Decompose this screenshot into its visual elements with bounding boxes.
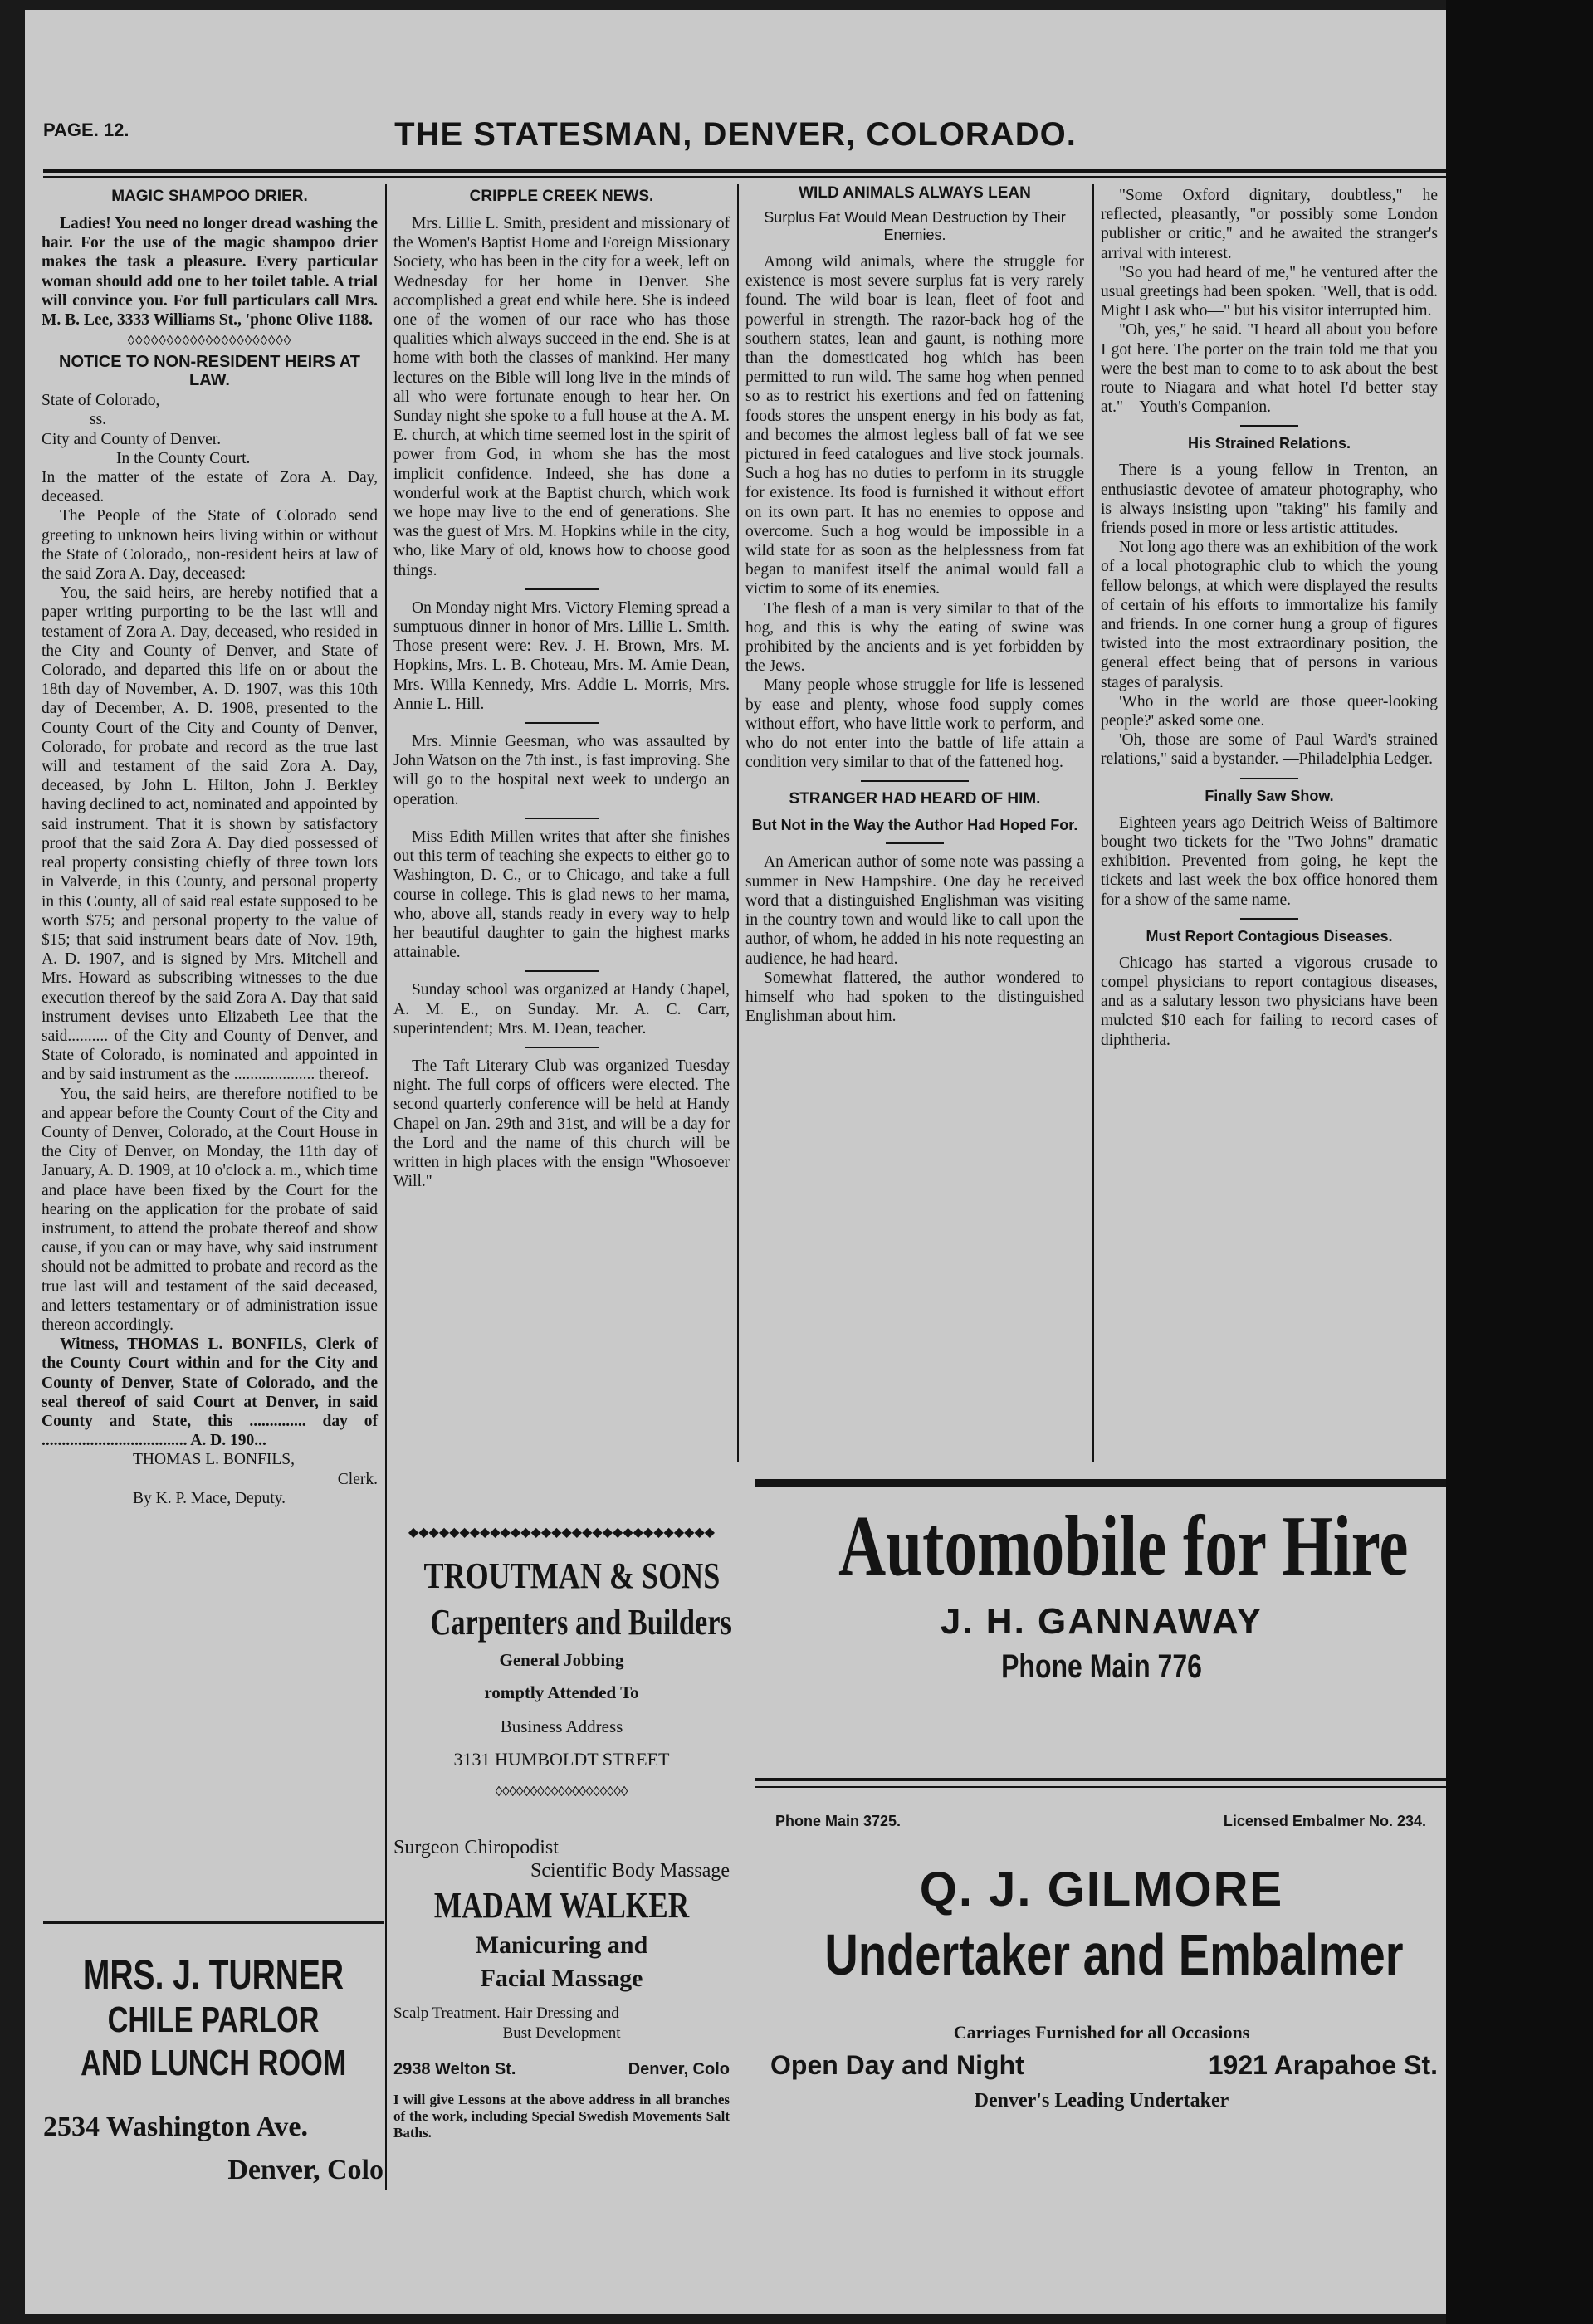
walker-line6: Bust Development [502,2024,621,2042]
item-rule [525,588,599,590]
notice-state: State of Colorado, [42,392,160,410]
walker-line3: Manicuring and [475,1931,648,1959]
walker-line4: Facial Massage [480,1965,643,1992]
ornament-divider: ◆◆◆◆◆◆◆◆◆◆◆◆◆◆◆◆◆◆◆◆◆◆◆◆◆◆◆◆◆◆ [408,1526,716,1540]
notice-signature: THOMAS L. BONFILS, [133,1451,296,1469]
troutman-name: TROUTMAN & SONS [423,1555,721,1596]
report-heading: Must Report Contagious Diseases. [1146,927,1393,945]
walker-line1: Surgeon Chiropodist [393,1837,559,1858]
gilmore-carriages: Carriages Furnished for all Occasions [953,2022,1250,2043]
troutman-address: 3131 HUMBOLDT STREET [453,1749,670,1770]
walker-address-row [393,2060,730,2085]
item-rule [525,970,599,972]
article-paragraph: "So you had heard of me," he ventured after the usual greetings had been spoken. "Well, that is odd. Might I ask who—" but his visitor interrupted him. [1101,263,1438,320]
ornament-divider: ◊◊◊◊◊◊◊◊◊◊◊◊◊◊◊◊◊◊◊◊◊ [127,333,292,349]
news-item: Sunday school was organized at Handy Chapel, A. M. E., on Sunday. Mr. A. C. Carr, superintendent; Mrs. M. Dean, teacher. [393,981,730,1038]
stranger-heading: STRANGER HAD HEARD OF HIM. [789,790,1041,808]
troutman-trade: Carpenters and Builders [430,1602,731,1643]
news-item: The Taft Literary Club was organized Tuesday night. The full corps of officers were elected. The second quarterly conference will be held at Handy Chapel on Jan. 29th and 31st, and will be a day for the Lord and the name of this church will be written in high places with the ensign "Whosoever Will." [393,1057,730,1191]
gilmore-license: Licensed Embalmer No. 234. [1223,1813,1426,1829]
walker-city: Denver, Colo [628,2060,730,2078]
walker-line5: Scalp Treatment. Hair Dressing and [393,2004,619,2022]
article-paragraph: Not long ago there was an exhibition of the work of a local photographic club to which the young fellow belongs, at which were displayed the results of certain of his efforts to immortalize his family and friends. In one corner hung a group of figures twisted into the most extraordinary position, the general effect being that of persons in various stages of paralysis. [1101,539,1438,691]
article-paragraph: There is a young fellow in Trenton, an enthusiastic devotee of amateur photography, who is always insisting upon "taking" his family and friends posed in more or less artistic attitudes. [1101,461,1438,538]
item-rule [861,780,969,782]
automobile-headline: Automobile for Hire [838,1498,1409,1594]
page-number: PAGE. 12. [43,120,129,140]
turner-ad [43,1950,384,2186]
article-paragraph: Among wild animals, where the struggle for existence is most severe surplus fat is very rarely found. The wild boar is lean, fleet of foot and powerful in strength. The razor-back hog of the southern states, lean and gaunt, is nothing more than the domesticated hog which has been permitted to run wild. The same hog when penned so as to restrict his exertions and fed on fattening foods stores the unspent energy in his body as fat, and becomes the almost legless ball of fat we see pictured in feed catalogues and live stock journals. Such a hog has no duties to perform in its struggle for existence. Its food is furnished it without effort on its own part. It has no enemies to oppose and overcome. Such a hog would be impossible in a wild state for as soon as the helplessness from fat began to manifest itself the animal would fall a victim to some of its enemies. [745,253,1084,598]
turner-name: MRS. J. TURNER [82,1951,344,1998]
item-rule [1240,918,1298,920]
masthead-title: THE STATESMAN, DENVER, COLORADO. [394,116,1077,153]
scan-edge [1446,0,1593,2324]
automobile-ad [755,1496,1446,1688]
notice-heading: NOTICE TO NON-RESIDENT HEIRS AT LAW. [59,353,360,390]
article-paragraph: "Oh, yes," he said. "I heard all about you before I got here. The porter on the train told me that you were the best man to come to to ask about the best route to Niagara and what hotel I'd better stay at."—Youth's Companion. [1101,321,1438,417]
troutman-line2: romptly Attended To [484,1682,639,1702]
item-rule [525,818,599,819]
troutman-line3: Business Address [500,1716,623,1736]
news-item: Miss Edith Millen writes that after she finishes out this term of teaching she expects to either go to Washington, D. C., or to Chicago, and take a full course in college. This is glad news to her mama, who, above all, stands ready in every way to help her beautiful daughter to gain the highest marks attainable. [393,828,730,962]
notice-paragraph: You, the said heirs, are hereby notified that a paper writing purporting to be the last will and testament of Zora A. Day, deceased, who resided in the City and County of Denver, and State of Colorado, and departed this life on or about the 18th day of November, A. D. 1907, was this 10th day of December, A. D. 1908, presented to the County Court of the City and County of Denver, Colorado, for probate and record as the true last will and testament of the said Zora A. Day, deceased, by John L. Hilton, John J. Berkley having declined to act, nominated and appointed by said instrument. That it is shown by satisfactory proof that the said Zora A. Day died possessed of real property consisting chiefly of three town lots in Valverde, in this County, and personal property in this County, all of said real estate supposed to be worth $75; and personal property to the value of $15; that said instrument bears date of Nov. 19th, A. D. 1907, and is signed by Mrs. Mitchell and Mrs. Howard as subscribing witnesses to the due execution thereof by the said Zora A. Day that said instrument devises unto Elizabeth Lee that the said.......... of the City and County of Denver, and State of Colorado, is nominated and appointed in and by said instrument as the .................... thereof. [42,584,378,1084]
column-4 [1101,186,1438,1050]
notice-ss: ss. [90,411,107,429]
gilmore-hours-row [755,2050,1446,2083]
article-paragraph: Many people whose struggle for life is lessened by ease and plenty, whose food supply comes without effort, who have little work to perform, and who do not enter into the battle of life attain a condition very similar to that of the fattened hog. [745,676,1084,772]
article-paragraph: "Some Oxford dignitary, doubtless," he reflected, pleasantly, "or possibly some London publisher or critic," and he awaited the stranger's arrival with interest. [1101,187,1438,262]
show-heading: Finally Saw Show. [1205,787,1334,804]
shampoo-heading: MAGIC SHAMPOO DRIER. [111,188,308,205]
article-paragraph: Eighteen years ago Deitrich Weiss of Baltimore bought two tickets for the "Two Johns" dramatic exhibition. Prevented from going, he kept the tickets and last week the box office honored them for a show of the same name. [1101,813,1438,909]
turner-city: Denver, Colo [227,2155,384,2185]
ad-rule [43,1921,384,1924]
article-paragraph: 'Who in the world are those queer-looking people?' asked some one. [1101,692,1438,730]
news-item: Mrs. Minnie Geesman, who was assaulted by John Watson on the 7th inst., is fast improving. She will go to the hospital next week to undergo an operation. [393,733,730,808]
automobile-name: J. H. GANNAWAY [940,1601,1263,1642]
column-divider-3 [1092,184,1094,1462]
gilmore-name: Q. J. GILMORE [919,1863,1284,1916]
notice-paragraph: The People of the State of Colorado send greeting to unknown heirs living within or without the State of Colorado,, non-resident heirs at law of the said Zora A. Day, deceased: [42,507,378,583]
article-paragraph: Somewhat flattered, the author wondered to himself who had spoken to the distinguished Englishman about him. [745,969,1084,1026]
gilmore-top-row [755,1813,1446,1838]
ad-border-bottom [755,1778,1446,1781]
wild-animals-subheading: Surplus Fat Would Mean Destruction by Their Enemies. [764,209,1066,243]
troutman-ad [393,1526,730,1808]
walker-line2: Scientific Body Massage [530,1860,730,1882]
newspaper-page [25,10,1446,2314]
gilmore-phone: Phone Main 3725. [775,1813,902,1829]
notice-witness: Witness, THOMAS L. BONFILS, Clerk of the County Court within and for the City and County of Denver, State of Colorado, and the seal thereof of said Court at Denver, in said County and State, this .............. day of .................................... A. D. 190... [42,1335,378,1450]
notice-court: In the County Court. [116,449,251,467]
turner-line1: CHILE PARLOR [107,1999,320,2040]
gilmore-address: 1921 Arapahoe St. [1208,2050,1438,2080]
stranger-subheading: But Not in the Way the Author Had Hoped For. [751,817,1078,834]
walker-name: MADAM WALKER [433,1885,690,1926]
automobile-phone: Phone Main 776 [1001,1648,1202,1685]
turner-line2: AND LUNCH ROOM [81,2043,347,2083]
article-paragraph: An American author of some note was passing a summer in New Hampshire. One day he received word that a distinguished Englishman was visiting in the country town and would like to call upon the author, of whom, he added in his note requesting an audience, he had heard. [745,853,1084,968]
item-rule [1240,425,1298,427]
article-paragraph: 'Oh, those are some of Paul Ward's strained relations," said a bystander. —Philadelphia Ledger. [1101,731,1438,769]
notice-city: City and County of Denver. [42,430,222,448]
ornament-divider: ◊◊◊◊◊◊◊◊◊◊◊◊◊◊◊◊◊◊◊ [495,1784,628,1799]
gilmore-tagline: Denver's Leading Undertaker [974,2090,1229,2112]
column-divider-1 [385,184,387,2190]
notice-signature-title: Clerk. [337,1470,378,1488]
walker-ad [393,1836,730,2141]
news-item: On Monday night Mrs. Victory Fleming spread a sumptuous dinner in honor of Mrs. Lillie L. Smith. Those present were: Rev. J. H. Brown, Mrs. M. Hopkins, Mrs. L. B. Choteau, Mrs. M. Amie Dean, Mrs. Willa Kennedy, Mrs. Addie L. Morris, Mrs. Annie L. Hill. [393,598,730,713]
walker-lessons: I will give Lessons at the above address in all branches of the work, including Special Swedish Movements Salt Baths. [393,2092,730,2141]
article-paragraph: The flesh of a man is very similar to that of the hog, and this is why the eating of swine was prohibited by the ancients and is yet forbidden by the Jews. [745,599,1084,676]
item-rule [525,1047,599,1048]
shampoo-article: Ladies! You need no longer dread washing the hair. For the use of the magic shampoo drier makes the task a pleasure. Every particular woman should add one to her toilet table. A trial will convince you. For full particulars call Mrs. M. B. Lee, 3333 Williams St., 'phone Olive 1188. [42,215,378,330]
masthead-rule-thin [43,176,1446,178]
wild-animals-heading: WILD ANIMALS ALWAYS LEAN [799,184,1031,202]
cripple-creek-heading: CRIPPLE CREEK NEWS. [469,188,654,205]
relations-heading: His Strained Relations. [1187,435,1351,452]
turner-address: 2534 Washington Ave. [43,2112,308,2142]
ad-border-bottom-thin [755,1786,1446,1788]
walker-address: 2938 Welton St. [393,2060,516,2078]
gilmore-hours: Open Day and Night [770,2050,1024,2080]
item-rule [886,842,944,844]
column-3 [745,183,1084,1026]
column-divider-2 [737,184,739,1462]
ad-border-top [755,1479,1446,1487]
item-rule [1240,778,1298,779]
column-1 [42,183,378,1508]
news-item: Mrs. Lillie L. Smith, president and missionary of the Women's Baptist Home and Foreign Missionary Society, who has been in the city for a week, left on Wednesday for her home in Denver. She accomplished a great end while here. She is indeed one of the women of our race who has those qualities which always succeed in the end. She is at home with both the classes of mankind. Her many lectures on the Bible will long live in the minds of all who were fortunate enough to hear her. On Sunday night she spoke to a full house at the A. M. E. church, at which time seemed lost in the spirit of power from God, in whom she has the most implicit confidence. Indeed, she has done a wonderful work at the Baptist church, which work we hope may live to the end of generations. She was the guest of Mrs. M. Hopkins while in the city, who, like Mary of old, knows how to choose good things. [393,215,730,579]
article-paragraph: Chicago has started a vigorous crusade to compel physicians to report contagious diseases, and as a salutary lesson two physicians have been mulcted $10 each for failing to record cases of diphtheria. [1101,954,1438,1049]
notice-paragraph: You, the said heirs, are therefore notified to be and appear before the County Court of the City and County of Denver, Colorado, at the Court House in the City of Denver, on Monday, the 11th day of January, A. D. 1909, at 10 o'clock a. m., which time and place have been fixed by the Court for the hearing on the application for the probate of said instrument, to attend the probate thereof and show cause, if you can or may have, why said instrument should not be admitted to probate and record as the true last will and testament of the said deceased, and letters testamentary or of administration issue thereon accordingly. [42,1085,378,1334]
notice-deputy: By K. P. Mace, Deputy. [133,1489,286,1507]
troutman-line1: General Jobbing [499,1650,624,1670]
gilmore-ad [755,1813,1446,2115]
gilmore-trade: Undertaker and Embalmer [824,1922,1404,1987]
item-rule [525,722,599,724]
column-2 [393,183,730,1191]
masthead-rule [43,169,1446,173]
notice-matter: In the matter of the estate of Zora A. Day, deceased. [42,469,378,506]
